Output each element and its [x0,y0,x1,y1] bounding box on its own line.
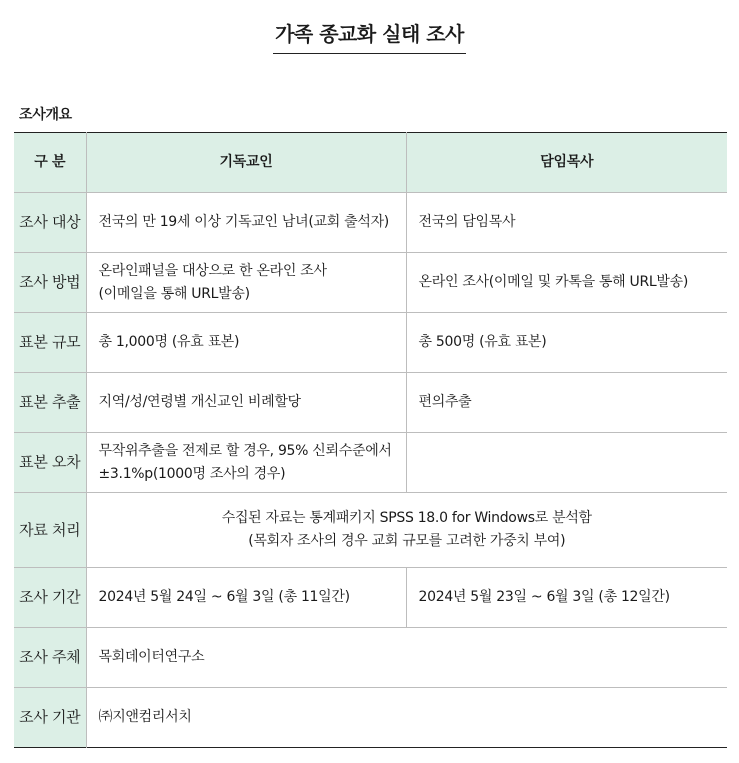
page-title: 가족 종교화 실태 조사 [273,18,466,54]
cell-pastors [406,253,727,313]
cell-text: 총 1,000명 (유효 표본) [98,334,240,350]
cell-merged [86,493,727,568]
cell-text: 목회데이터연구소 [98,649,205,665]
cell-span [86,628,727,688]
row-label: 조사 기관 [14,688,86,748]
row-label: 자료 처리 [14,493,86,568]
cell-text: (이메일을 통해 URL발송) [98,285,250,302]
table-row [14,313,727,373]
cell-pastors [406,433,727,493]
header-category: 구 분 [14,133,86,193]
cell-text: ±3.1%p(1000명 조사의 경우) [98,465,286,482]
header-pastors: 담임목사 [406,133,727,193]
row-label: 표본 오차 [14,433,86,493]
section-label: 조사개요 [19,107,72,123]
cell-christians [86,373,406,433]
table-row [14,433,727,493]
row-label: 표본 추출 [14,373,86,433]
cell-text: 무작위추출을 전제로 할 경우, 95% 신뢰수준에서 [98,442,392,459]
cell-text: 전국의 만 19세 이상 기독교인 남녀(교회 출석자) [98,214,389,230]
cell-text: 편의추출 [418,394,472,410]
cell-text: 2024년 5월 23일 ~ 6월 3일 (총 12일간) [418,589,670,605]
cell-text: 수집된 자료는 통계패키지 SPSS 18.0 for Windows로 분석함 [221,510,592,526]
cell-text: 2024년 5월 24일 ~ 6월 3일 (총 11일간) [98,589,350,605]
row-label: 표본 규모 [14,313,86,373]
cell-christians [86,253,406,313]
cell-text: 온라인패널을 대상으로 한 온라인 조사 [98,262,327,279]
table-row [14,628,727,688]
cell-christians [86,433,406,493]
cell-pastors [406,373,727,433]
cell-christians [86,193,406,253]
table-row [14,193,727,253]
cell-christians [86,313,406,373]
row-label: 조사 대상 [14,193,86,253]
cell-span [86,688,727,748]
table-row [14,493,727,568]
title-wrap [0,18,739,54]
cell-christians [86,568,406,628]
cell-pastors [406,313,727,373]
cell-text: 온라인 조사(이메일 및 카톡을 통해 URL발송) [418,274,689,290]
row-label: 조사 기간 [14,568,86,628]
cell-pastors [406,193,727,253]
survey-overview-table [14,132,727,748]
cell-text: 지역/성/연령별 개신교인 비례할당 [98,394,301,410]
cell-text: 총 500명 (유효 표본) [418,334,547,350]
cell-text: 전국의 담임목사 [418,214,516,230]
header-christians: 기독교인 [86,133,406,193]
table-row [14,688,727,748]
row-label: 조사 방법 [14,253,86,313]
table-row [14,373,727,433]
cell-pastors [406,568,727,628]
cell-text: (목회자 조사의 경우 교회 규모를 고려한 가중치 부여) [248,533,566,549]
table-row [14,253,727,313]
header-row [14,133,727,193]
cell-text: ㈜지앤컴리서치 [98,709,192,725]
table-row [14,568,727,628]
row-label: 조사 주체 [14,628,86,688]
